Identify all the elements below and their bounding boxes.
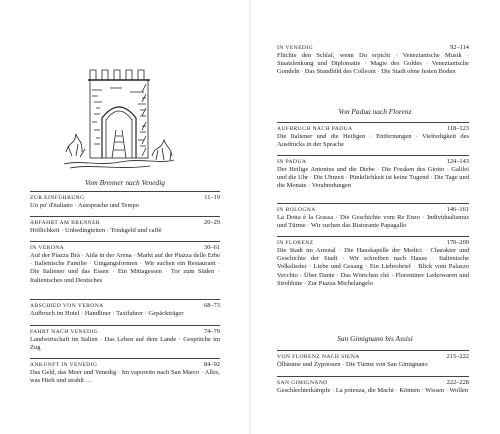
entry-title: IN FLORENZ [277, 240, 314, 246]
toc-entry-ankunft-venedig[interactable] [30, 358, 220, 385]
entry-pages: 68–73 [204, 302, 220, 309]
entry-pages: 124–143 [446, 158, 469, 165]
toc-entry-san-gimignano[interactable] [277, 376, 469, 395]
divider [277, 155, 469, 156]
entry-title: IN VENEDIG [277, 45, 314, 51]
entry-title: AUFBRUCH NACH PADUA [277, 126, 353, 132]
divider [30, 216, 220, 217]
entry-body: Flüchte den Schlaf, wenn Du erpicht · Venezianische Musik · Staatslenkung und Diplomatie · Magie des Goldes · Venezianische Gondeln · Das Standbild des Colleoni · Die Stadt ohne festen Boden [277, 52, 469, 76]
entry-pages: 118–123 [446, 125, 469, 132]
entry-pages: 84–92 [204, 361, 220, 368]
entry-pages: 215–222 [446, 353, 469, 360]
divider [277, 122, 469, 123]
divider [277, 376, 469, 377]
divider [30, 241, 220, 242]
entry-body: Der Heilige Antonius und die Diebe · Die Fresken des Giotto · Galilei und die Uhr · Die Uhrzeit · Pünktlichkeit ist keine Tugend · Die Tage und die Monate · Verabredungen [277, 166, 469, 190]
entry-title: IN PADUA [277, 159, 307, 165]
entry-pages: 146–161 [446, 206, 469, 213]
toc-entry-in-bologna[interactable] [277, 203, 469, 230]
entry-body: Landwirtschaft im Italien · Das Leben auf dem Lande · Gespräche im Zug [30, 336, 220, 352]
entry-pages: 74–79 [204, 328, 220, 335]
toc-entry-verona[interactable] [30, 241, 220, 285]
entry-title: VON FLORENZ NACH SIENA [277, 354, 360, 360]
divider [30, 358, 220, 359]
section-title-san-gimignano-assisi: San Gimignano bis Assisi [337, 334, 413, 343]
divider [277, 350, 469, 351]
entry-body: Auf der Piazza Brà · Aida in der Arena · Markt auf der Piazza delle Erbe · Italienische Familie · Umgangsformen · Wir suchen ein Restaurant · Die Italiener und das Essen · Ein Mittagessen · Tor zum Süden · Italienisches und Deutsches [30, 252, 220, 284]
entry-pages: 92–114 [450, 44, 469, 51]
divider [277, 236, 469, 237]
toc-entry-in-venedig[interactable] [277, 44, 469, 77]
toc-entry-aufbruch-padua[interactable] [277, 122, 469, 149]
entry-body: Un po' d'italiano · Aussprache und Tempo [30, 202, 139, 209]
entry-pages: 20–29 [204, 219, 220, 226]
toc-entry-florenz-siena[interactable] [277, 350, 469, 369]
toc-entry-fahrt-venedig[interactable] [30, 325, 220, 352]
divider [30, 191, 220, 192]
divider [30, 325, 220, 326]
divider [277, 203, 469, 204]
entry-body: Aufbruch im Hotel · Handliner · Taxifahrer · Gepäckträger [30, 310, 184, 317]
entry-pages: 222–228 [446, 379, 469, 386]
right-page [250, 0, 500, 434]
entry-pages: 11–19 [204, 194, 220, 201]
toc-entry-brenner[interactable] [30, 216, 220, 235]
entry-title: ANKUNFT IN VENEDIG [30, 362, 98, 368]
toc-entry-einfuehrung[interactable] [30, 191, 220, 210]
entry-body: Ölbäume und Zypressen · Die Türme von San Gimignano [277, 361, 428, 368]
entry-body: Die Stadt im Arnotal · Die Hauskapelle der Medici · Charakter und Geschichte der Stadt · Wir schreiben nach Hause · Italienische Volkslieder · Liebe und Gesang · Ein Liebesbrief · Blick vom Palazzo Vecchio · Über Dante · Das Wörtchen chè · Florentiner Lederwaren und Strohhüte · Zur Piazza Michelangelo [277, 247, 469, 287]
divider [30, 299, 220, 300]
entry-body: La Dotta è la Grassa · Die Geschichte vom Re Enzo · Individualismus und Türme · Wir suchen das Ristorante Papagallo [277, 214, 469, 230]
entry-title: FAHRT NACH VENEDIG [30, 329, 99, 335]
entry-body: Höflichkeit · Unbedingteiten · Trinkgeld und caffè [30, 227, 162, 234]
gate-illustration [60, 60, 178, 172]
entry-body: Geschlechterkämpfe · La potenza, die Macht · Können · Wissen · Wollen [277, 387, 469, 394]
entry-title: ABSCHIED VON VERONA [30, 303, 104, 309]
toc-entry-in-padua[interactable] [277, 155, 469, 191]
toc-entry-abschied-verona[interactable] [30, 299, 220, 318]
toc-entry-in-florenz[interactable] [277, 236, 469, 288]
entry-pages: 30–61 [204, 244, 220, 251]
entry-body: Das Geld, das Meer und Venedig · Im vaporetto nach San Marco · Alles, was Hielt und strahlt … [30, 369, 220, 385]
entry-title: SAN GIMIGNANO [277, 380, 328, 386]
section-title-padua-florenz: Von Padua nach Florenz [338, 107, 412, 116]
section-title-brenner-venedig: Vom Brenner nach Venedig [85, 178, 165, 187]
entry-pages: 170–209 [446, 239, 469, 246]
entry-title: ZUR EINFÜHRUNG [30, 195, 85, 201]
entry-title: ABFAHRT AM BRENNER [30, 220, 101, 226]
entry-body: Die Italiener und die Heiligen · Entfernungen · Vielredigkeit des Ausdrucks in der Sprache [277, 133, 469, 149]
entry-title: IN BOLOGNA [277, 207, 316, 213]
entry-title: IN VERONA [30, 245, 65, 251]
